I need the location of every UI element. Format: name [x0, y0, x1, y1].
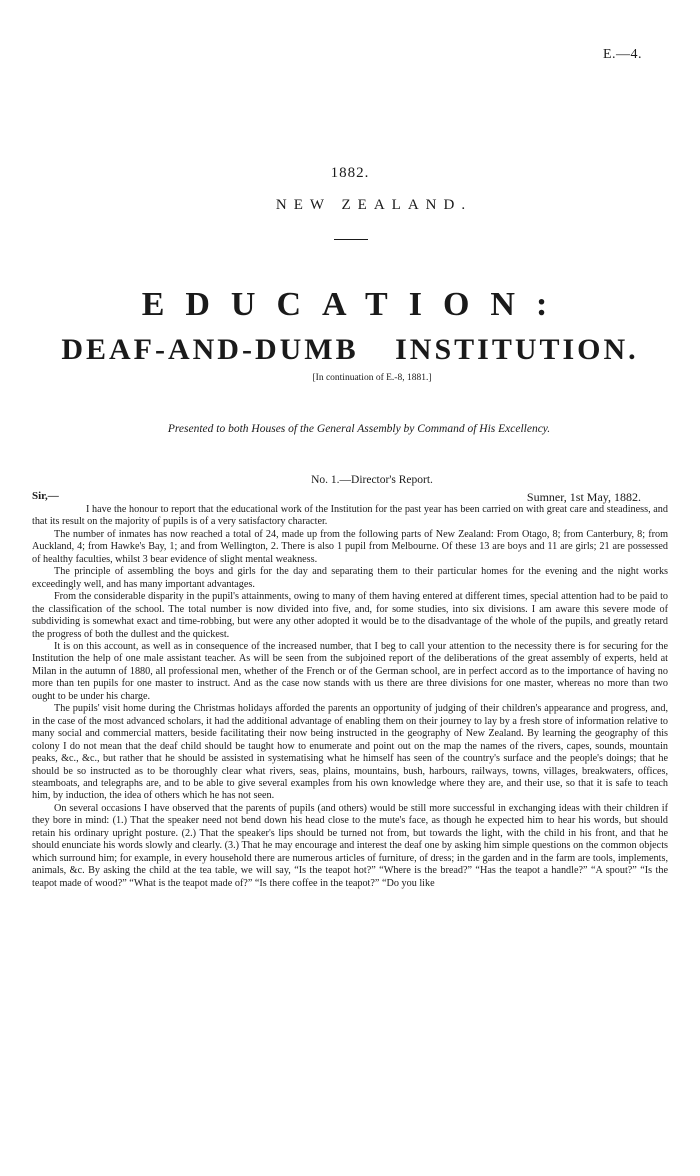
salutation: Sir,— — [32, 490, 59, 502]
report-body — [32, 504, 668, 890]
paragraph: It is on this account, as well as in consequence of the increased number, that I beg to call your attention to the necessity there is for securing for the Institution the help of one male assistant teacher. As will be seen from the subjoined report of the deliberations of the great assembly of experts, held at Milan in the autumn of 1880, all professional men, whether of the French or of the German school, are in perfect accord as to the importance of having no more than ten pupils for one master to instruct. And as the case now stands with us there are three divisions for one master, whereas no more than two ought to be under his charge. — [32, 640, 668, 702]
page-reference: E.—4. — [602, 47, 642, 62]
paragraph: On several occasions I have observed that the parents of pupils (and others) would be still more successful in exchanging ideas with their children if they bore in mind: (1.) That the speaker need not bend down his head close to the mute's face, as though he expected him to hear his words, but should retain his ordinary upright posture. (2.) That the speaker's lips should be turned not from, but towards the light, with the child in his front, and that he should enunciate his words slowly and clearly. (3.) That he may encourage and interest the deaf one by asking him simple questions on the common objects which surround him; for example, in every household there are numerous articles of furniture, of dress; in the garden and in the farm are tools, implements, animals, &c. By asking the child at the tea table, we will say, “Is the teapot hot?” “Where is the bread?” “Has the teapot a handle?” “A spout?” “Is the teapot made of wood?” “What is the teapot made of?” “Is there coffee in the teapot?” “Do you like — [32, 802, 668, 889]
country-heading: NEW ZEALAND. — [275, 197, 473, 213]
presented-line: Presented to both Houses of the General Assembly by Command of His Excellency. — [167, 423, 551, 435]
paragraph: The pupils' visit home during the Christmas holidays afforded the parents an opportunity of judging of their children's appearance and progress, and, in the case of the most advanced scholars, it had the additional advantage of enabling them on their journey to lay by a fresh store of information relative to many social and commercial matters, beside facilitating their now being instructed in the geography of New Zealand. By learning the geography of this colony I do not mean that the deaf child should be taught how to enumerate and point out on the map the names of the rivers, capes, sounds, mountain peaks, &c., &c., but rather that he should be assisted in systematising what he himself has seen of the country's surface and the people's doings; that he should be so instructed as to be thoroughly clear what rivers, seas, plains, mountains, bush, harbours, railways, towns, villages, breakwaters, offices, steamboats, and telegraphs are, and to be able to give several examples from his own knowledge where they are, and their use, so that it is safe to teach him, by induction, the idea of others which he has not seen. — [32, 703, 668, 802]
title-rule — [334, 239, 368, 240]
sub-title: DEAF-AND-DUMB INSTITUTION. — [61, 333, 639, 366]
paragraph: I have the honour to report that the educational work of the Institution for the past year has been carried on with great care and steadiness, and that its result on the majority of pupils is of a very satisfactory character. — [32, 504, 668, 528]
report-heading: No. 1.—Director's Report. — [311, 474, 433, 486]
paragraph: From the considerable disparity in the pupil's attainments, owing to many of them having entered at different times, special attention had to be paid to the classification of the school. The total number is now divided into five, and, for some studies, into six divisions. I am aware this severe mode of subdividing is somewhat exact and time-robbing, but were any other adopted it would be to the disadvantage of the whole of the pupils, and greatly retard the progress of both the dullest and the quickest. — [32, 591, 668, 640]
dateline: Sumner, 1st May, 1882. — [526, 490, 641, 504]
paragraph: The principle of assembling the boys and girls for the day and separating them to their particular homes for the evening and the night works exceedingly well, and has many important advantages. — [32, 566, 668, 590]
main-title: EDUCATION: — [141, 286, 569, 323]
year-heading: 1882. — [330, 165, 370, 181]
paragraph: The number of inmates has now reached a total of 24, made up from the following parts of New Zealand: From Otago, 8; from Canterbury, 8; from Auckland, 4; from Hawke's Bay, 1; and from Wellington, 2. There is also 1 pupil from Melbourne. Of these 13 are boys and 11 are girls; 21 are possessed of healthy faculties, whilst 3 bear evidence of slight mental weakness. — [32, 528, 668, 565]
continuation-note: [In continuation of E.-8, 1881.] — [312, 373, 432, 383]
